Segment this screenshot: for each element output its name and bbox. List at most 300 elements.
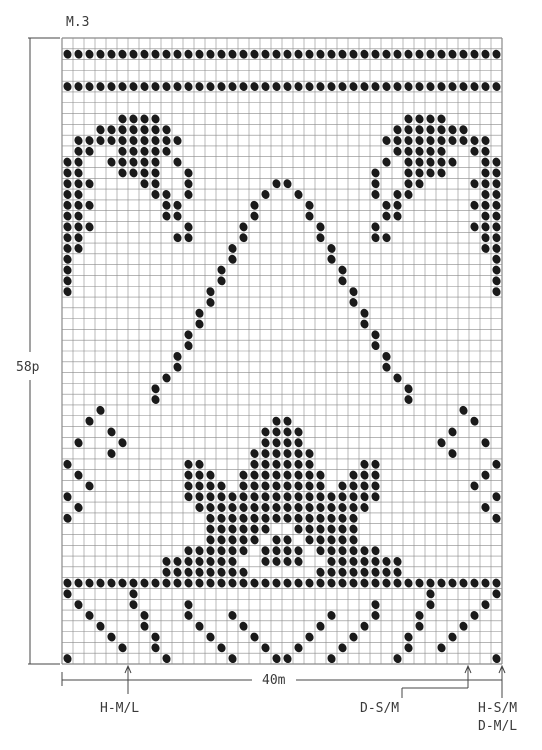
stitch-dot	[128, 156, 139, 168]
stitch-dot	[359, 318, 370, 330]
stitch-dot	[436, 156, 447, 168]
stitch-dot	[205, 534, 216, 546]
stitch-dot	[62, 653, 73, 665]
stitch-dot	[480, 502, 491, 514]
stitch-dot	[315, 620, 326, 632]
stitch-dot	[282, 415, 293, 427]
stitch-dot	[282, 81, 293, 93]
stitch-dot	[161, 577, 172, 589]
stitch-dot	[370, 599, 381, 611]
stitch-dot	[62, 588, 73, 600]
stitch-dot	[359, 81, 370, 93]
stitch-dot	[183, 167, 194, 179]
marker-h-m-l: H-M/L	[100, 701, 140, 716]
stitch-dot	[227, 502, 238, 514]
stitch-dot	[139, 48, 150, 60]
stitch-dot	[370, 178, 381, 190]
stitch-dot	[216, 534, 227, 546]
stitch-dot	[425, 48, 436, 60]
stitch-dot	[194, 307, 205, 319]
stitch-dot	[227, 653, 238, 665]
stitch-dot	[370, 491, 381, 503]
stitch-dot	[161, 200, 172, 212]
stitch-dot	[469, 221, 480, 233]
stitch-dot	[359, 491, 370, 503]
stitch-dot	[337, 556, 348, 568]
stitch-dot	[425, 577, 436, 589]
stitch-dot	[359, 502, 370, 514]
stitch-dot	[282, 556, 293, 568]
stitch-dot	[282, 502, 293, 514]
stitch-dot	[106, 135, 117, 147]
stitch-dot	[293, 459, 304, 471]
stitch-dot	[238, 513, 249, 525]
stitch-dot	[381, 135, 392, 147]
stitch-dot	[293, 189, 304, 201]
stitch-dot	[458, 620, 469, 632]
stitch-dot	[392, 566, 403, 578]
stitch-dot	[161, 556, 172, 568]
stitch-dot	[447, 448, 458, 460]
stitch-dot	[480, 81, 491, 93]
stitch-dot	[304, 200, 315, 212]
stitch-dot	[227, 253, 238, 265]
stitch-dot	[348, 81, 359, 93]
stitch-dot	[260, 491, 271, 503]
stitch-dot	[304, 448, 315, 460]
stitch-dot	[106, 124, 117, 136]
stitch-dot	[304, 534, 315, 546]
stitch-dot	[414, 113, 425, 125]
stitch-dot	[337, 491, 348, 503]
stitch-dot	[370, 469, 381, 481]
stitch-dot	[293, 437, 304, 449]
stitch-dot	[205, 545, 216, 557]
stitch-dot	[480, 200, 491, 212]
stitch-dot	[183, 556, 194, 568]
stitch-dot	[315, 232, 326, 244]
stitch-dot	[150, 394, 161, 406]
stitch-dot	[161, 372, 172, 384]
stitch-dot	[414, 577, 425, 589]
stitch-dot	[73, 221, 84, 233]
stitch-dot	[117, 113, 128, 125]
stitch-dot	[216, 566, 227, 578]
stitch-dot	[128, 599, 139, 611]
stitch-dot	[392, 372, 403, 384]
stitch-dot	[249, 469, 260, 481]
stitch-dot	[271, 426, 282, 438]
stitch-dot	[128, 124, 139, 136]
stitch-dot	[348, 577, 359, 589]
stitch-dot	[392, 189, 403, 201]
stitch-dot	[271, 459, 282, 471]
width-label: 40m	[262, 673, 286, 688]
stitch-dot	[304, 523, 315, 535]
stitch-dot	[238, 502, 249, 514]
stitch-dot	[491, 286, 502, 298]
stitch-dot	[337, 480, 348, 492]
stitch-dot	[480, 437, 491, 449]
stitch-dot	[128, 113, 139, 125]
stitch-dot	[315, 566, 326, 578]
stitch-dot	[106, 48, 117, 60]
stitch-dot	[227, 545, 238, 557]
stitch-dot	[271, 81, 282, 93]
stitch-dot	[205, 631, 216, 643]
stitch-dot	[139, 577, 150, 589]
stitch-dot	[491, 491, 502, 503]
stitch-dot	[183, 81, 194, 93]
stitch-dot	[260, 81, 271, 93]
stitch-dot	[491, 253, 502, 265]
stitch-dot	[62, 210, 73, 222]
stitch-dot	[337, 545, 348, 557]
stitch-dot	[62, 189, 73, 201]
stitch-dot	[249, 534, 260, 546]
stitch-dot	[436, 167, 447, 179]
stitch-dot	[150, 178, 161, 190]
stitch-dot	[436, 146, 447, 158]
stitch-dot	[249, 81, 260, 93]
stitch-dot	[315, 523, 326, 535]
stitch-dot	[370, 610, 381, 622]
stitch-dot	[282, 469, 293, 481]
stitch-dot	[227, 523, 238, 535]
stitch-dot	[447, 156, 458, 168]
stitch-dot	[183, 340, 194, 352]
stitch-dot	[359, 459, 370, 471]
stitch-dot	[227, 610, 238, 622]
stitch-dot	[326, 566, 337, 578]
stitch-dot	[139, 124, 150, 136]
stitch-dot	[447, 631, 458, 643]
stitch-dot	[469, 200, 480, 212]
stitch-dot	[293, 513, 304, 525]
stitch-dot	[271, 577, 282, 589]
stitch-dot	[106, 81, 117, 93]
stitch-dot	[172, 577, 183, 589]
stitch-dot	[249, 210, 260, 222]
stitch-dot	[458, 81, 469, 93]
stitch-dot	[150, 81, 161, 93]
stitch-dot	[62, 167, 73, 179]
stitch-dot	[238, 545, 249, 557]
stitch-dot	[293, 469, 304, 481]
stitch-dot	[139, 113, 150, 125]
stitch-dot	[414, 167, 425, 179]
stitch-dot	[359, 577, 370, 589]
stitch-dot	[304, 513, 315, 525]
stitch-dot	[183, 480, 194, 492]
stitch-dot	[183, 469, 194, 481]
stitch-dot	[315, 502, 326, 514]
stitch-dot	[359, 620, 370, 632]
stitch-dot	[62, 232, 73, 244]
stitch-dot	[469, 81, 480, 93]
stitch-dot	[458, 135, 469, 147]
stitch-dot	[249, 631, 260, 643]
stitch-dot	[491, 221, 502, 233]
stitch-dot	[304, 81, 315, 93]
stitch-dot	[62, 156, 73, 168]
stitch-dot	[304, 469, 315, 481]
stitch-dot	[469, 577, 480, 589]
stitch-dot	[293, 642, 304, 654]
stitch-dot	[469, 178, 480, 190]
stitch-dot	[370, 340, 381, 352]
stitch-dot	[139, 146, 150, 158]
stitch-dot	[469, 480, 480, 492]
stitch-dot	[238, 534, 249, 546]
stitch-dot	[172, 81, 183, 93]
stitch-dot	[260, 642, 271, 654]
stitch-dot	[73, 502, 84, 514]
stitch-dot	[216, 577, 227, 589]
stitch-dot	[128, 577, 139, 589]
stitch-dot	[238, 491, 249, 503]
stitch-dot	[370, 189, 381, 201]
stitch-dot	[260, 48, 271, 60]
stitch-dot	[260, 459, 271, 471]
stitch-dot	[183, 221, 194, 233]
stitch-dot	[238, 620, 249, 632]
stitch-dot	[381, 48, 392, 60]
stitch-dot	[128, 48, 139, 60]
stitch-dot	[480, 135, 491, 147]
stitch-dot	[326, 534, 337, 546]
stitch-dot	[425, 113, 436, 125]
stitch-dot	[491, 264, 502, 276]
stitch-dot	[348, 480, 359, 492]
stitch-dot	[117, 167, 128, 179]
stitch-dot	[194, 577, 205, 589]
stitch-dot	[249, 459, 260, 471]
stitch-dot	[84, 610, 95, 622]
stitch-dot	[73, 469, 84, 481]
stitch-dot	[84, 146, 95, 158]
stitch-dot	[381, 351, 392, 363]
stitch-dot	[425, 167, 436, 179]
stitch-dot	[62, 286, 73, 298]
stitch-dot	[392, 81, 403, 93]
stitch-dot	[403, 124, 414, 136]
stitch-dot	[183, 232, 194, 244]
stitch-dot	[348, 502, 359, 514]
stitch-dot	[260, 448, 271, 460]
stitch-dot	[392, 210, 403, 222]
stitch-dot	[326, 513, 337, 525]
stitch-dot	[425, 81, 436, 93]
stitch-dot	[480, 577, 491, 589]
stitch-dot	[480, 48, 491, 60]
stitch-dot	[469, 48, 480, 60]
stitch-dot	[392, 124, 403, 136]
stitch-dot	[436, 124, 447, 136]
stitch-dot	[425, 124, 436, 136]
stitch-dot	[458, 405, 469, 417]
stitch-dot	[447, 48, 458, 60]
stitch-dot	[403, 577, 414, 589]
stitch-dot	[238, 232, 249, 244]
stitch-dot	[95, 124, 106, 136]
stitch-dot	[337, 275, 348, 287]
stitch-dot	[84, 135, 95, 147]
stitch-dot	[315, 545, 326, 557]
stitch-dot	[260, 577, 271, 589]
stitch-dot	[62, 577, 73, 589]
stitch-dot	[315, 48, 326, 60]
stitch-dot	[348, 491, 359, 503]
stitch-dot	[238, 469, 249, 481]
stitch-dot	[216, 264, 227, 276]
stitch-dot	[414, 156, 425, 168]
stitch-dot	[480, 189, 491, 201]
stitch-dot	[161, 81, 172, 93]
stitch-dot	[348, 513, 359, 525]
stitch-dot	[95, 577, 106, 589]
stitch-dot	[425, 135, 436, 147]
stitch-dot	[337, 502, 348, 514]
stitch-dot	[227, 243, 238, 255]
stitch-dot	[315, 491, 326, 503]
stitch-dot	[117, 135, 128, 147]
stitch-dot	[282, 178, 293, 190]
stitch-dot	[73, 437, 84, 449]
stitch-dot	[205, 81, 216, 93]
stitch-dot	[117, 577, 128, 589]
stitch-dot	[106, 448, 117, 460]
stitch-dot	[282, 48, 293, 60]
stitch-dot	[95, 48, 106, 60]
stitch-dot	[172, 566, 183, 578]
stitch-dot	[403, 631, 414, 643]
stitch-dot	[491, 588, 502, 600]
stitch-dot	[370, 167, 381, 179]
stitch-dot	[106, 426, 117, 438]
stitch-dot	[403, 383, 414, 395]
stitch-dot	[128, 167, 139, 179]
stitch-dot	[304, 577, 315, 589]
stitch-dot	[194, 318, 205, 330]
stitch-dot	[337, 566, 348, 578]
stitch-dot	[260, 480, 271, 492]
stitch-dot	[249, 502, 260, 514]
stitch-dot	[348, 631, 359, 643]
stitch-dot	[117, 124, 128, 136]
stitch-dot	[117, 146, 128, 158]
stitch-dot	[172, 200, 183, 212]
stitch-dot	[128, 146, 139, 158]
stitch-dot	[403, 394, 414, 406]
stitch-dot	[216, 81, 227, 93]
stitch-dot	[480, 146, 491, 158]
stitch-dot	[84, 200, 95, 212]
stitch-dot	[216, 556, 227, 568]
stitch-dot	[381, 566, 392, 578]
stitch-dot	[491, 577, 502, 589]
stitch-dot	[106, 577, 117, 589]
stitch-dot	[293, 426, 304, 438]
stitch-dot	[282, 534, 293, 546]
stitch-dot	[414, 135, 425, 147]
stitch-dot	[194, 545, 205, 557]
chart-id-label: M.3	[66, 15, 90, 30]
stitch-dot	[95, 81, 106, 93]
stitch-dot	[480, 167, 491, 179]
stitch-dot	[205, 480, 216, 492]
stitch-dot	[73, 135, 84, 147]
stitch-dot	[403, 642, 414, 654]
stitch-dot	[293, 545, 304, 557]
stitch-dot	[370, 81, 381, 93]
stitch-dot	[117, 642, 128, 654]
stitch-dot	[271, 491, 282, 503]
stitch-dot	[315, 480, 326, 492]
stitch-dot	[260, 437, 271, 449]
stitch-dot	[370, 459, 381, 471]
stitch-dot	[370, 48, 381, 60]
stitch-dot	[150, 642, 161, 654]
stitch-dot	[172, 210, 183, 222]
stitch-dot	[425, 599, 436, 611]
stitch-dot	[216, 642, 227, 654]
stitch-dot	[469, 610, 480, 622]
stitch-dot	[326, 253, 337, 265]
stitch-dot	[293, 48, 304, 60]
stitch-dot	[282, 459, 293, 471]
stitch-dot	[238, 577, 249, 589]
stitch-dot	[73, 167, 84, 179]
stitch-dot	[392, 135, 403, 147]
stitch-dot	[447, 124, 458, 136]
stitch-dot	[150, 156, 161, 168]
stitch-dot	[194, 556, 205, 568]
stitch-dot	[491, 513, 502, 525]
stitch-dot	[480, 232, 491, 244]
stitch-dot	[139, 135, 150, 147]
stitch-dot	[491, 189, 502, 201]
stitch-dot	[260, 469, 271, 481]
stitch-dot	[161, 135, 172, 147]
stitch-dot	[326, 523, 337, 535]
stitch-dot	[392, 653, 403, 665]
stitch-dot	[293, 491, 304, 503]
stitch-dot	[216, 545, 227, 557]
stitch-dot	[271, 448, 282, 460]
stitch-dot	[403, 113, 414, 125]
stitch-dot	[183, 178, 194, 190]
stitch-dot	[271, 415, 282, 427]
stitch-dot	[403, 156, 414, 168]
stitch-dot	[403, 81, 414, 93]
stitch-dot	[150, 146, 161, 158]
stitch-dot	[95, 620, 106, 632]
stitch-dot	[425, 146, 436, 158]
stitch-dot	[249, 448, 260, 460]
stitch-dot	[447, 426, 458, 438]
stitch-dot	[260, 513, 271, 525]
stitch-dot	[458, 577, 469, 589]
stitch-dot	[73, 178, 84, 190]
stitch-dot	[117, 48, 128, 60]
stitch-dot	[469, 135, 480, 147]
stitch-dot	[491, 459, 502, 471]
stitch-dot	[172, 48, 183, 60]
stitch-dot	[337, 642, 348, 654]
stitch-dot	[315, 81, 326, 93]
stitch-dot	[282, 577, 293, 589]
